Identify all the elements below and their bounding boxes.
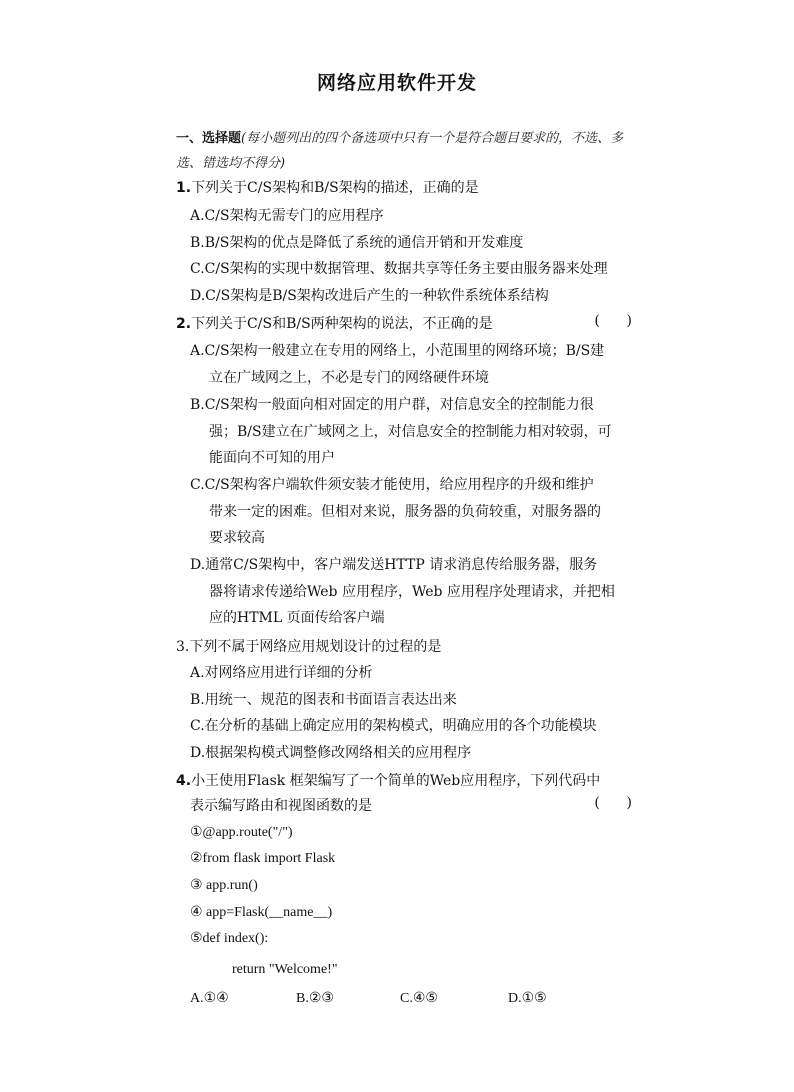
q2-option-b-line1: B.C/S架构一般面向相对固定的用户群，对信息安全的控制能力很 — [190, 397, 594, 413]
q3-option-c: C.在分析的基础上确定应用的架构模式，明确应用的各个功能模块 — [190, 718, 597, 734]
question-3-stem — [176, 636, 441, 656]
q4-answer-paren: ( ) — [594, 795, 632, 811]
q2-option-c-line2: 带来一定的困难。但相对来说，服务器的负荷较重，对服务器的 — [209, 504, 601, 520]
q1-option-c: C.C/S架构的实现中数据管理、数据共享等任务主要由服务器来处理 — [190, 261, 608, 277]
question-text: 小王使用Flask 框架编写了一个简单的Web应用程序，下列代码中 — [191, 773, 601, 789]
question-1-stem — [176, 177, 479, 197]
q3-option-d: D.根据架构模式调整修改网络相关的应用程序 — [190, 745, 472, 761]
question-4-stem-line2: 表示编写路由和视图函数的是 — [190, 798, 372, 814]
q4-choice-c: C.④⑤ — [400, 991, 438, 1006]
q4-choice-d: D.①⑤ — [508, 991, 547, 1006]
q2-option-a-line1: A.C/S架构一般建立在专用的网络上，小范围里的网络环境；B/S建 — [190, 343, 605, 359]
question-4-stem — [176, 770, 600, 790]
section-heading: 一、选择题 — [176, 131, 242, 146]
q2-option-d-line1: D.通常C/S架构中，客户端发送HTTP 请求消息传给服务器，服务 — [190, 557, 598, 573]
q1-option-d: D.C/S架构是B/S架构改进后产生的一种软件系统体系结构 — [190, 288, 549, 304]
question-number: 3. — [176, 639, 190, 655]
q2-option-d-line2: 器将请求传递给Web 应用程序，Web 应用程序处理请求，并把相 — [209, 584, 615, 600]
section-note: (每小题列出的四个备选项中只有一个是符合题目要求的，不选、多选、错选均不得分) — [176, 131, 624, 171]
q2-answer-paren: ( ) — [594, 313, 632, 329]
page-title: 网络应用软件开发 — [316, 72, 477, 94]
code-line-4: ④ app=Flask(__name__) — [190, 905, 333, 920]
question-number: 4. — [176, 773, 192, 789]
q1-option-a: A.C/S架构无需专门的应用程序 — [190, 208, 384, 224]
question-text: 下列关于C/S架构和B/S架构的描述，正确的是 — [191, 180, 479, 196]
question-number: 2. — [176, 316, 192, 332]
question-2-stem — [176, 313, 493, 333]
q2-option-c-line3: 要求较高 — [209, 530, 265, 546]
code-line-3: ③ app.run() — [190, 878, 258, 893]
q3-option-b: B.用统一、规范的图表和书面语言表达出来 — [190, 692, 457, 708]
q2-option-c-line1: C.C/S架构客户端软件须安装才能使用，给应用程序的升级和维护 — [190, 477, 594, 493]
question-text: 下列关于C/S和B/S两种架构的说法，不正确的是 — [191, 316, 493, 332]
q1-option-b: B.B/S架构的优点是降低了系统的通信开销和开发难度 — [190, 235, 524, 251]
code-line-5: ⑤def index(): — [190, 931, 269, 946]
q3-option-a: A.对网络应用进行详细的分析 — [190, 665, 373, 681]
code-line-1: ①@app.route("/") — [190, 825, 293, 840]
q2-option-d-line3: 应的HTML 页面传给客户端 — [209, 610, 385, 626]
code-line-2: ②from flask import Flask — [190, 851, 336, 866]
question-text: 下列不属于网络应用规划设计的过程的是 — [189, 639, 442, 655]
section-intro — [176, 126, 636, 176]
q2-option-b-line2: 强；B/S建立在广域网之上，对信息安全的控制能力相对较弱，可 — [209, 424, 612, 440]
q4-choice-a: A.①④ — [190, 991, 229, 1006]
q4-choice-b: B.②③ — [296, 991, 334, 1006]
q2-option-b-line3: 能面向不可知的用户 — [209, 450, 335, 466]
q2-option-a-line2: 立在广域网之上，不必是专门的网络硬件环境 — [209, 370, 489, 386]
question-number: 1. — [176, 180, 192, 196]
code-line-return: return "Welcome!" — [232, 962, 338, 977]
